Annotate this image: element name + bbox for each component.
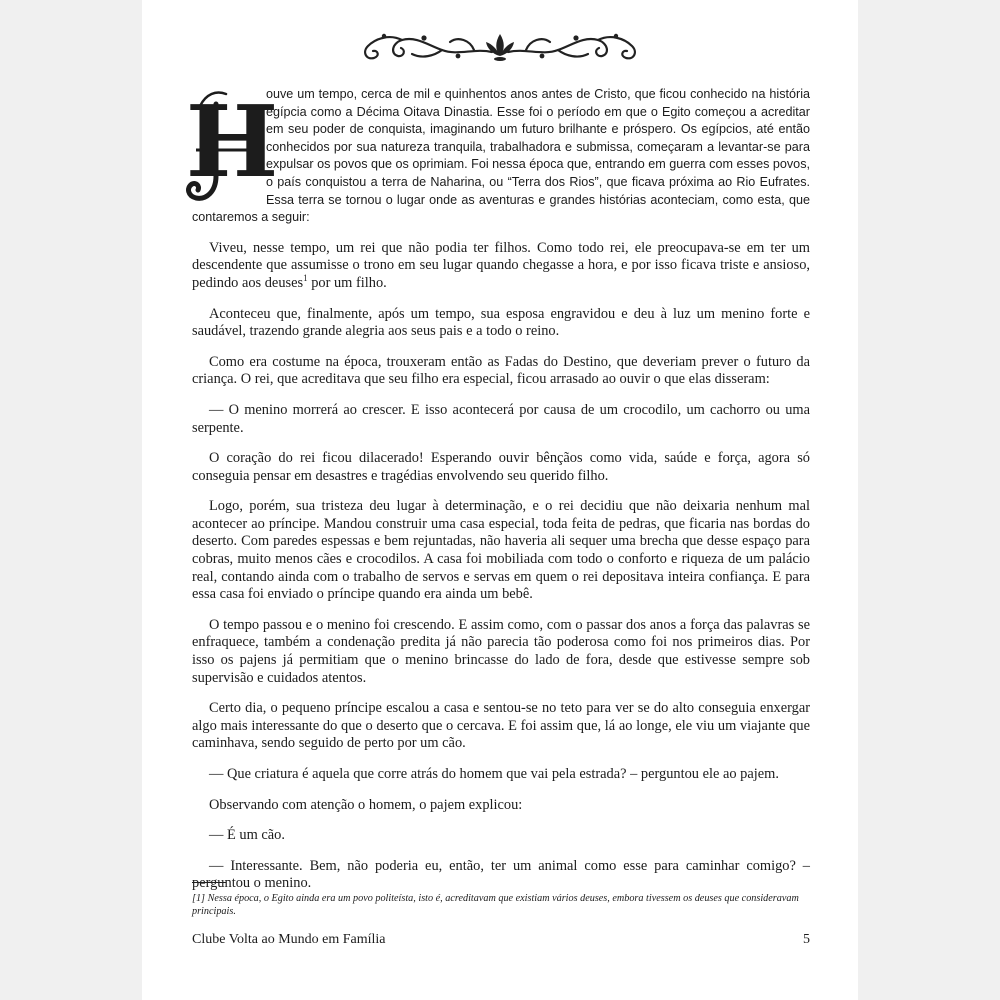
dropcap <box>185 84 279 204</box>
paragraph: Aconteceu que, finalmente, após um tempo, sua esposa engravidou e deu à luz um menino forte e saudável, trazendo grande alegria aos seus pais e a todo o reino. <box>192 305 810 340</box>
dialogue-line: — É um cão. <box>209 827 285 844</box>
dropcap-h-icon <box>185 84 279 204</box>
footnote-divider <box>192 882 226 883</box>
paragraph: O tempo passou e o menino foi crescendo. E assim como, com o passar dos anos a força das palavras se enfraquece, também a condenação predita já não parecia tão poderosa como foi nos primeiros dias. Por isso os pajens já permitiam que o menino brincasse do lado de fora, desde que estivesse sempre sob supervisão e cuidados atentos. <box>192 616 810 686</box>
flourish-ornament-icon <box>354 26 646 66</box>
text-column <box>185 85 810 893</box>
dialogue-line: — Interessante. Bem, não poderia eu, então, ter um animal como esse para caminhar comigo? – perguntou o menino. <box>192 857 810 892</box>
page-number: 5 <box>803 932 810 947</box>
dialogue-line: — O menino morrerá ao crescer. E isso acontecerá por causa de um crocodilo, um cachorro ou uma serpente. <box>192 401 810 436</box>
paragraph: Como era costume na época, trouxeram então as Fadas do Destino, que deveriam prever o futuro da criança. O rei, que acreditava que seu filho era especial, ficou arrasado ao ouvir o que elas disseram: <box>192 353 810 388</box>
footnote: [1] Nessa época, o Egito ainda era um povo politeísta, isto é, acreditavam que existiam vários deuses, embora tivessem os deuses que consideravam principais. <box>192 893 799 917</box>
footer-title: Clube Volta ao Mundo em Família <box>192 932 386 947</box>
intro-text: ouve um tempo, cerca de mil e quinhentos anos antes de Cristo, que ficou conhecido na história egípcia como a Décima Oitava Dinastia. Esse foi o período em que o Egito começou a acreditar em seu poder de conquista, imaginando um futuro brilhante e próspero. Os egípcios, até então conhecidos por sua natureza tranquila, trabalhadora e submissa, começaram a levantar-se para expulsar os povos que os oprimiam. Foi nessa época que, entrando em guerra com esses povos, o país conquistou a terra de Naharina, ou “Terra dos Rios”, que ficava próxima ao Rio Eufrates. Essa terra se tornou o lugar onde as aventuras e grandes histórias aconteciam, como esta, que contaremos a seguir: <box>192 87 810 225</box>
paragraph: Viveu, nesse tempo, um rei que não podia ter filhos. Como todo rei, ele preocupava-se em ter um descendente que assumisse o trono em seu lugar quando chegasse a hora, e por isso ficava triste e ansioso, pedindo aos deuses$^1$ por um filho. <box>192 239 810 291</box>
dialogue-line: — Que criatura é aquela que corre atrás do homem que vai pela estrada? – perguntou ele ao pajem. <box>209 766 779 782</box>
intro-paragraph <box>185 85 810 227</box>
footnote-ref[interactable]: 1 <box>303 273 308 284</box>
dropcap-letter: H <box>185 85 279 200</box>
book-page <box>142 0 858 1000</box>
paragraph: Certo dia, o pequeno príncipe escalou a casa e sentou-se no teto para ver se do alto conseguia enxergar algo mais interessante do que o deserto que o cercava. E foi assim que, lá ao longe, ele viu um viajante que caminhava, sendo seguido de perto por um cão. <box>192 700 810 752</box>
paragraph: O coração do rei ficou dilacerado! Esperando ouvir bênçãos como vida, saúde e força, agora só conseguia pensar em desastres e tragédias envolvendo seu querido filho. <box>192 450 810 484</box>
paragraph: Logo, porém, sua tristeza deu lugar à determinação, e o rei decidiu que não deixaria nenhum mal acontecer ao príncipe. Mandou construir uma casa especial, toda feita de pedras, que ficaria nas bordas do deserto. Com paredes espessas e bem rejuntadas, não haveria ali sequer uma brecha que desse espaço para cobras, muito menos cães e crocodilos. A casa foi mobiliada com todo o conforto e riqueza de um palácio real, contando ainda com o trabalho de servos e servas em quem o rei depositava inteira confiança. E para essa casa foi enviado o príncipe quando era ainda um bebê. <box>192 498 810 603</box>
paragraph: Observando com atenção o homem, o pajem explicou: <box>209 796 523 813</box>
